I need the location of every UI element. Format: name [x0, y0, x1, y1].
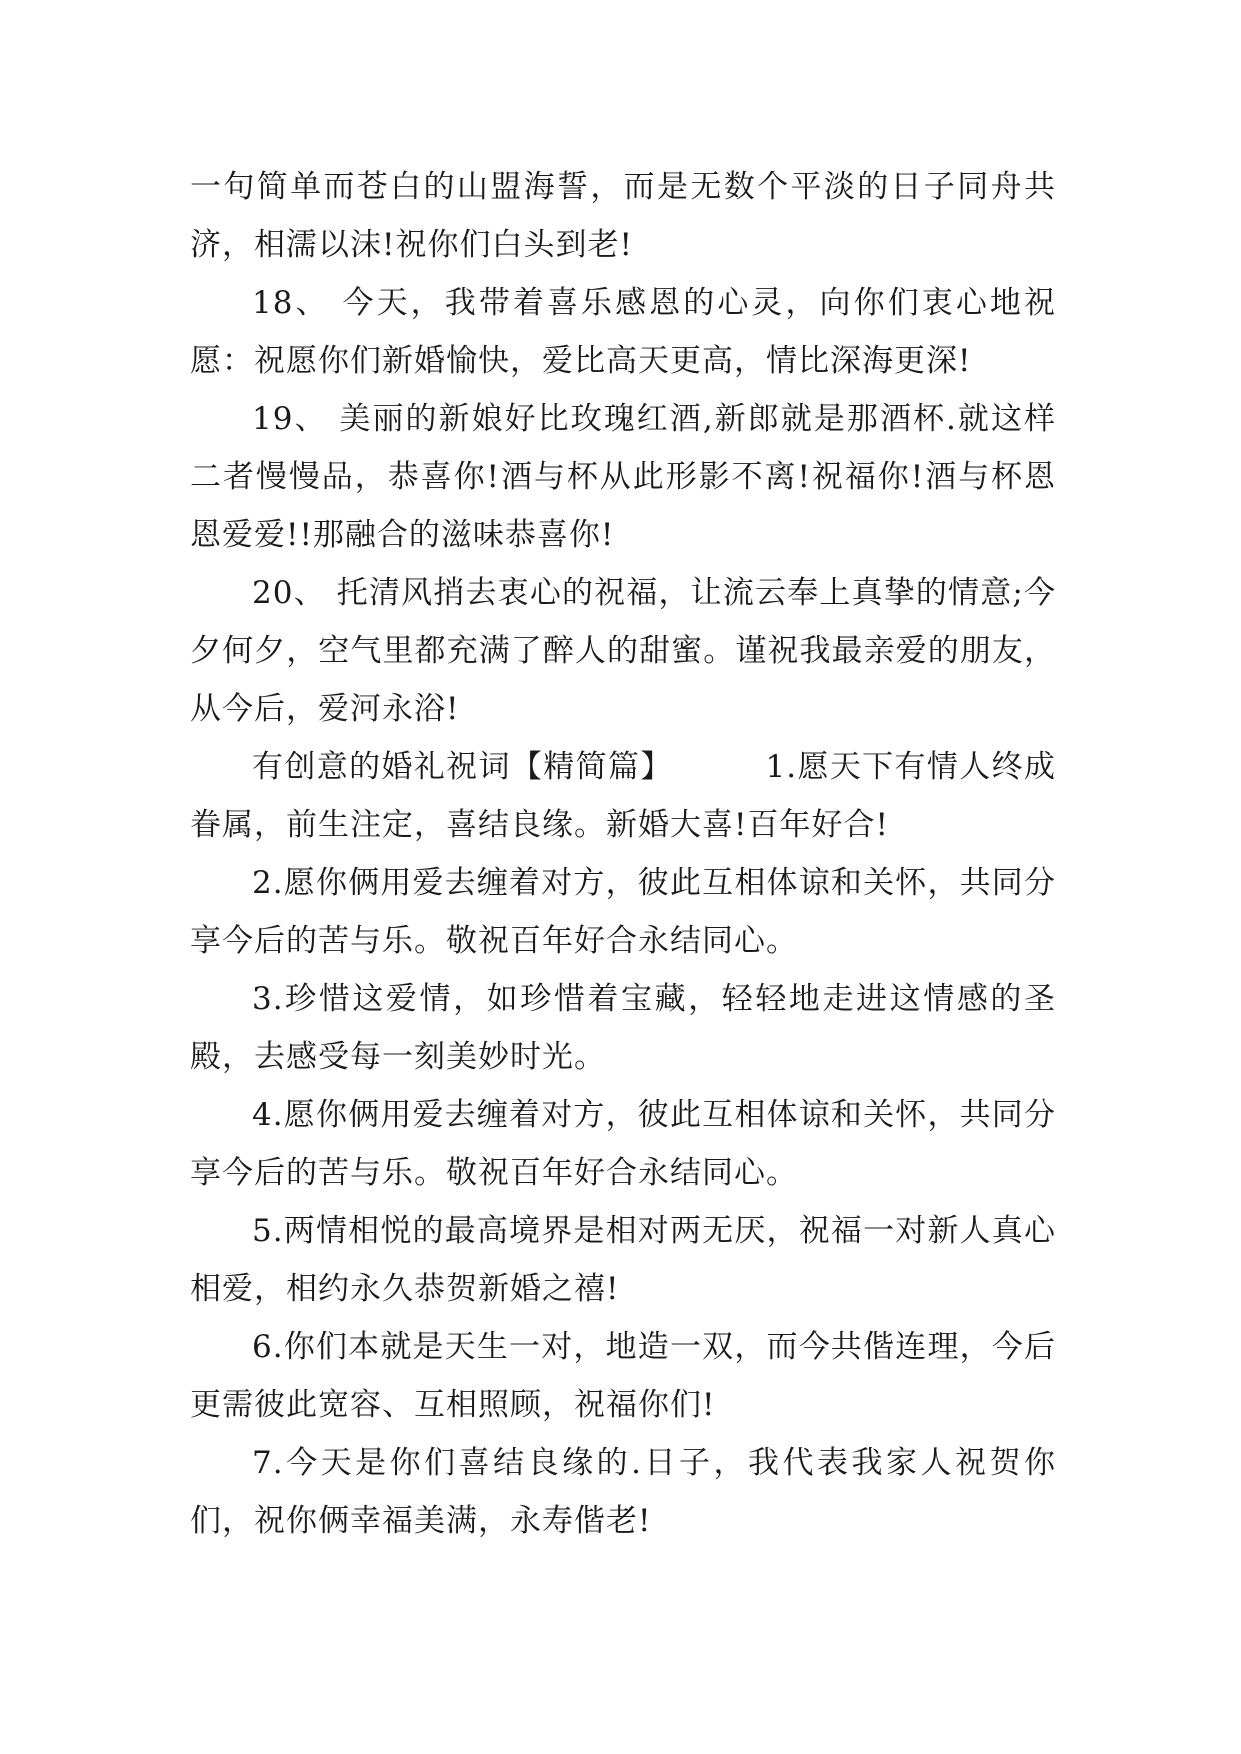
paragraph-continuation: 一句简单而苍白的山盟海誓，而是无数个平淡的日子同舟共济，相濡以沫!祝你们白头到老! [190, 169, 1056, 263]
document-body [190, 158, 1056, 1550]
paragraph-18: 18、 今天，我带着喜乐感恩的心灵，向你们衷心地祝愿：祝愿你们新婚愉快，爱比高天更高，情比深海更深! [190, 285, 1056, 379]
paragraph-20: 20、 托清风捎去衷心的祝福，让流云奉上真挚的情意;今夕何夕，空气里都充满了醉人的甜蜜。谨祝我最亲爱的朋友，从今后，爱河永浴! [190, 575, 1056, 727]
paragraph-section-heading: 有创意的婚礼祝词【精简篇】 1.愿天下有情人终成眷属，前生注定，喜结良缘。新婚大喜!百年好合! [190, 749, 1056, 843]
paragraph-item-4: 4.愿你俩用爱去缠着对方，彼此互相体谅和关怀，共同分享今后的苦与乐。敬祝百年好合永结同心。 [190, 1097, 1056, 1191]
paragraph-item-3: 3.珍惜这爱情，如珍惜着宝藏，轻轻地走进这情感的圣殿，去感受每一刻美妙时光。 [190, 981, 1056, 1075]
paragraph-item-6: 6.你们本就是天生一对，地造一双，而今共偕连理，今后更需彼此宽容、互相照顾，祝福你们! [190, 1329, 1056, 1423]
paragraph-item-5: 5.两情相悦的最高境界是相对两无厌，祝福一对新人真心相爱，相约永久恭贺新婚之禧! [190, 1213, 1056, 1307]
paragraph-item-7: 7.今天是你们喜结良缘的.日子，我代表我家人祝贺你们，祝你俩幸福美满，永寿偕老! [190, 1445, 1056, 1539]
paragraph-item-2: 2.愿你俩用爱去缠着对方，彼此互相体谅和关怀，共同分享今后的苦与乐。敬祝百年好合永结同心。 [190, 865, 1056, 959]
paragraph-19: 19、 美丽的新娘好比玫瑰红酒,新郎就是那酒杯.就这样二者慢慢品，恭喜你!酒与杯从此形影不离!祝福你!酒与杯恩恩爱爱!!那融合的滋味恭喜你! [190, 401, 1056, 553]
